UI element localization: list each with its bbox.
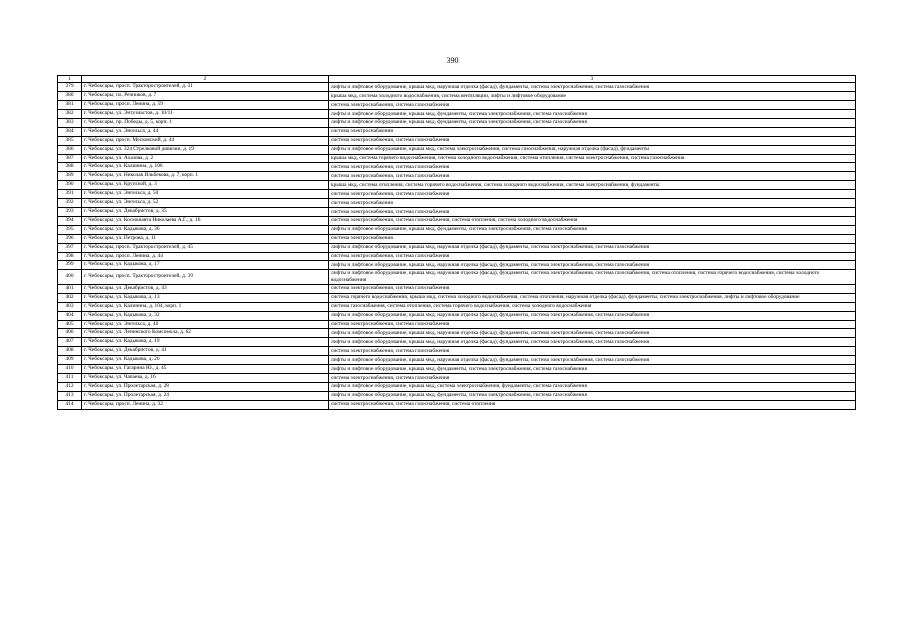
row-works: крыша мкд, система отопления, система горячего водоснабжения, система холодного водоснабжения, система электроснабжения, фундаменты (329, 181, 856, 190)
row-number: 382 (58, 110, 82, 119)
row-address: г. Чебоксары, ул. Энгельса, д. 44 (82, 127, 329, 136)
row-works: лифты и лифтовое оборудование, крыша мкд, наружная отделка (фасад), фундаменты, система электроснабжения, система газоснабжения (329, 338, 856, 347)
row-number: 385 (58, 136, 82, 145)
table-row (58, 92, 856, 101)
row-number: 397 (58, 243, 82, 252)
table-row (58, 373, 856, 382)
row-works: крыша мкд, система холодного водоснабжения, система вентиляции, лифты и лифтовое оборудование (329, 92, 856, 101)
row-works: система электроснабжения, система газоснабжения, система отопления (329, 400, 856, 409)
table-row (58, 329, 856, 338)
row-address: г. Чебоксары, ул. Кадыкова, д. 19 (82, 338, 329, 347)
row-address: г. Чебоксары, ул. Энгельса, д. 46 (82, 320, 329, 329)
row-works: система электроснабжения, система газоснабжения (329, 252, 856, 261)
row-address: г. Чебоксары, просп. Ленина, д. 59 (82, 101, 329, 110)
row-works: система электроснабжения, система газоснабжения (329, 347, 856, 356)
row-number: 409 (58, 356, 82, 365)
row-address: г. Чебоксары, ул. Декабристов, д. 41 (82, 347, 329, 356)
row-works: система электроснабжения (329, 199, 856, 208)
row-address: г. Чебоксары, ул. Кадыкова, д. 36 (82, 225, 329, 234)
table-row (58, 382, 856, 391)
table-row (58, 270, 856, 285)
row-works: система электроснабжения, система газоснабжения (329, 207, 856, 216)
row-works: лифты и лифтовое оборудование, крыша мкд, система электроснабжения, фундаменты, система газоснабжения (329, 382, 856, 391)
row-number: 391 (58, 190, 82, 199)
table-row (58, 145, 856, 154)
row-works: система электроснабжения, система газоснабжения (329, 190, 856, 199)
table-row (58, 181, 856, 190)
row-address: г. Чебоксары, ул. Космонавта Николаева А.Г., д. 16 (82, 216, 329, 225)
table-row (58, 320, 856, 329)
row-works: лифты и лифтовое оборудование, крыша мкд, наружная отделка (фасад), фундаменты, система электроснабжения, система газоснабжения (329, 329, 856, 338)
table-row (58, 391, 856, 400)
header-cell-address: 2 (82, 76, 329, 83)
row-works: система электроснабжения, система газоснабжения (329, 163, 856, 172)
row-number: 392 (58, 199, 82, 208)
row-works: лифты и лифтовое оборудование, крыша мкд, наружная отделка (фасад), фундаменты, система электроснабжения, система газоснабжения (329, 261, 856, 270)
row-works: система электроснабжения, система газоснабжения (329, 136, 856, 145)
row-address: г. Чебоксары, ул. Чапаева, д. 16 (82, 373, 329, 382)
row-works: лифты и лифтовое оборудование, крыша мкд, наружная отделка (фасад), фундаменты, система электроснабжения, система газоснабжения (329, 243, 856, 252)
row-number: 399 (58, 261, 82, 270)
row-address: г. Чебоксары, ул. Энгельса, д. 50 (82, 190, 329, 199)
table-row (58, 216, 856, 225)
row-works: лифты и лифтовое оборудование, крыша мкд, наружная отделка (фасад), фундаменты, система электроснабжения, система газоснабжения, система отопления, система горячего водоснабжения, система холодного водоснабжения (329, 270, 856, 285)
table-row (58, 293, 856, 302)
row-number: 407 (58, 338, 82, 347)
row-works: система газоснабжения, система отопления, система горячего водоснабжения, система холодного водоснабжения (329, 302, 856, 311)
row-address: г. Чебоксары, ул. Николая Ильбекова, д. 7, корп. 1 (82, 172, 329, 181)
table-row (58, 127, 856, 136)
row-address: г. Чебоксары, ул. Декабристов, д. 43 (82, 284, 329, 293)
row-works: лифты и лифтовое оборудование, крыша мкд, фундаменты, система электроснабжения, система газоснабжения (329, 365, 856, 374)
row-address: г. Чебоксары, ул. Энгельса, д. 52 (82, 199, 329, 208)
row-address: г. Чебоксары, ул. Гагарина Ю., д. 45 (82, 365, 329, 374)
row-address: г. Чебоксары, ул. Кадыкова, д. 26 (82, 356, 329, 365)
table-row (58, 347, 856, 356)
row-address: г. Чебоксары, ул. Петрова, д. 11 (82, 234, 329, 243)
row-address: г. Чебоксары, просп. Московский, д. 44 (82, 136, 329, 145)
table-row (58, 110, 856, 119)
row-number: 387 (58, 154, 82, 163)
table-row (58, 101, 856, 110)
table-row (58, 284, 856, 293)
table-row (58, 261, 856, 270)
header-cell-number: 1 (58, 76, 82, 83)
table-row (58, 356, 856, 365)
row-address: г. Чебоксары, ул. Кадыкова, д. 13 (82, 293, 329, 302)
row-address: г. Чебоксары, ул. Калинина, д. 104, корп. 1 (82, 302, 329, 311)
row-number: 412 (58, 382, 82, 391)
table-row (58, 154, 856, 163)
row-number: 406 (58, 329, 82, 338)
row-address: г. Чебоксары, пл. Речников, д. 7 (82, 92, 329, 101)
row-number: 400 (58, 270, 82, 285)
row-works: система электроснабжения, система газоснабжения (329, 101, 856, 110)
row-number: 394 (58, 216, 82, 225)
row-address: г. Чебоксары, ул. Кадыкова, д. 32 (82, 311, 329, 320)
row-number: 401 (58, 284, 82, 293)
row-address: г. Чебоксары, ул. Ленинского Комсомола, д. 62 (82, 329, 329, 338)
row-number: 381 (58, 101, 82, 110)
row-address: г. Чебоксары, ул. Крупской, д. 3 (82, 181, 329, 190)
header-cell-works: 3 (329, 76, 856, 83)
row-number: 384 (58, 127, 82, 136)
table-row (58, 199, 856, 208)
row-number: 402 (58, 293, 82, 302)
table-row (58, 118, 856, 127)
row-works: система электроснабжения, система газоснабжения (329, 373, 856, 382)
row-works: лифты и лифтовое оборудование, крыша мкд, фундаменты, система электроснабжения, система газоснабжения (329, 110, 856, 119)
row-works: лифты и лифтовое оборудование, крыша мкд, система электроснабжения, система газоснабжения, наружная отделка (фасад), фундаменты (329, 145, 856, 154)
row-number: 403 (58, 302, 82, 311)
row-number: 389 (58, 172, 82, 181)
buildings-table (57, 75, 856, 410)
row-works: лифты и лифтовое оборудование, крыша мкд, наружная отделка (фасад), фундаменты, система электроснабжения, система газоснабжения (329, 83, 856, 92)
row-address: г. Чебоксары, просп. Тракторостроителей, д. 39 (82, 270, 329, 285)
row-address: г. Чебоксары, пр. Победы, д. 5, корп. 1 (82, 118, 329, 127)
row-address: г. Чебоксары, просп. Ленина, д. 44 (82, 252, 329, 261)
row-number: 404 (58, 311, 82, 320)
table-row (58, 365, 856, 374)
row-address: г. Чебоксары, ул. Калинина, д. 106 (82, 163, 329, 172)
row-works: крыша мкд, система горячего водоснабжения, система холодного водоснабжения, система отопления, система электроснабжения, система газоснабжения (329, 154, 856, 163)
row-works: лифты и лифтовое оборудование, крыша мкд, наружная отделка (фасад), фундаменты, система электроснабжения, система газоснабжения (329, 356, 856, 365)
row-works: система электроснабжения (329, 127, 856, 136)
row-works: система электроснабжения (329, 234, 856, 243)
table-row (58, 400, 856, 409)
table-row (58, 163, 856, 172)
row-works: система электроснабжения, система газоснабжения (329, 172, 856, 181)
row-works: система электроснабжения, система газоснабжения (329, 320, 856, 329)
row-works: система электроснабжения, система газоснабжения (329, 284, 856, 293)
row-address: г. Чебоксары, ул. Пролетарская, д. 28 (82, 382, 329, 391)
page-number: 390 (446, 56, 459, 65)
row-address: г. Чебоксары, просп. Ленина, д. 32 (82, 400, 329, 409)
table-row (58, 252, 856, 261)
row-number: 411 (58, 373, 82, 382)
row-address: г. Чебоксары, ул. Кадыкова, д. 17 (82, 261, 329, 270)
row-number: 405 (58, 320, 82, 329)
table-row (58, 190, 856, 199)
row-number: 393 (58, 207, 82, 216)
row-address: г. Чебоксары, ул. 324 Стрелковой дивизии, д. 19 (82, 145, 329, 154)
row-works: система электроснабжения, система газоснабжения, система отопления, система холодного водоснабжения (329, 216, 856, 225)
table-row (58, 311, 856, 320)
row-works: лифты и лифтовое оборудование, крыша мкд, фундаменты, система электроснабжения, система газоснабжения (329, 118, 856, 127)
table-row (58, 338, 856, 347)
table-header-row (58, 76, 856, 83)
row-works: лифты и лифтовое оборудование, крыша мкд, фундаменты, система электроснабжения, система газоснабжения (329, 225, 856, 234)
table-row (58, 172, 856, 181)
table-row (58, 136, 856, 145)
row-number: 390 (58, 181, 82, 190)
row-address: г. Чебоксары, ул. Декабристов, д. 35 (82, 207, 329, 216)
table-row (58, 225, 856, 234)
row-number: 414 (58, 400, 82, 409)
row-address: г. Чебоксары, просп. Тракторостроителей, д. 31 (82, 83, 329, 92)
table-row (58, 302, 856, 311)
row-number: 383 (58, 118, 82, 127)
table-row (58, 207, 856, 216)
row-number: 388 (58, 163, 82, 172)
row-works: лифты и лифтовое оборудование, крыша мкд, наружная отделка (фасад), фундаменты, система электроснабжения, система газоснабжения (329, 311, 856, 320)
row-address: г. Чебоксары, просп. Тракторостроителей, д. 45 (82, 243, 329, 252)
table-row (58, 243, 856, 252)
row-number: 395 (58, 225, 82, 234)
table-row (58, 234, 856, 243)
row-address: г. Чебоксары, ул. Пролетарская, д. 24 (82, 391, 329, 400)
row-address: г. Чебоксары, ул. Энтузиастов, д. 10/11 (82, 110, 329, 119)
row-number: 408 (58, 347, 82, 356)
row-number: 380 (58, 92, 82, 101)
row-number: 410 (58, 365, 82, 374)
row-number: 398 (58, 252, 82, 261)
row-number: 386 (58, 145, 82, 154)
row-number: 379 (58, 83, 82, 92)
row-number: 413 (58, 391, 82, 400)
table-body (58, 76, 856, 410)
row-number: 396 (58, 234, 82, 243)
row-works: система горячего водоснабжения, крыша мкд, система холодного водоснабжения, система отопления, наружная отделка (фасад), фундаменты, система электроснабжения, лифты и лифтовое оборудование (329, 293, 856, 302)
table-row (58, 83, 856, 92)
row-works: лифты и лифтовое оборудование, крыша мкд, фундаменты, система электроснабжения, система газоснабжения (329, 391, 856, 400)
row-address: г. Чебоксары, ул. Ахазова, д. 2 (82, 154, 329, 163)
